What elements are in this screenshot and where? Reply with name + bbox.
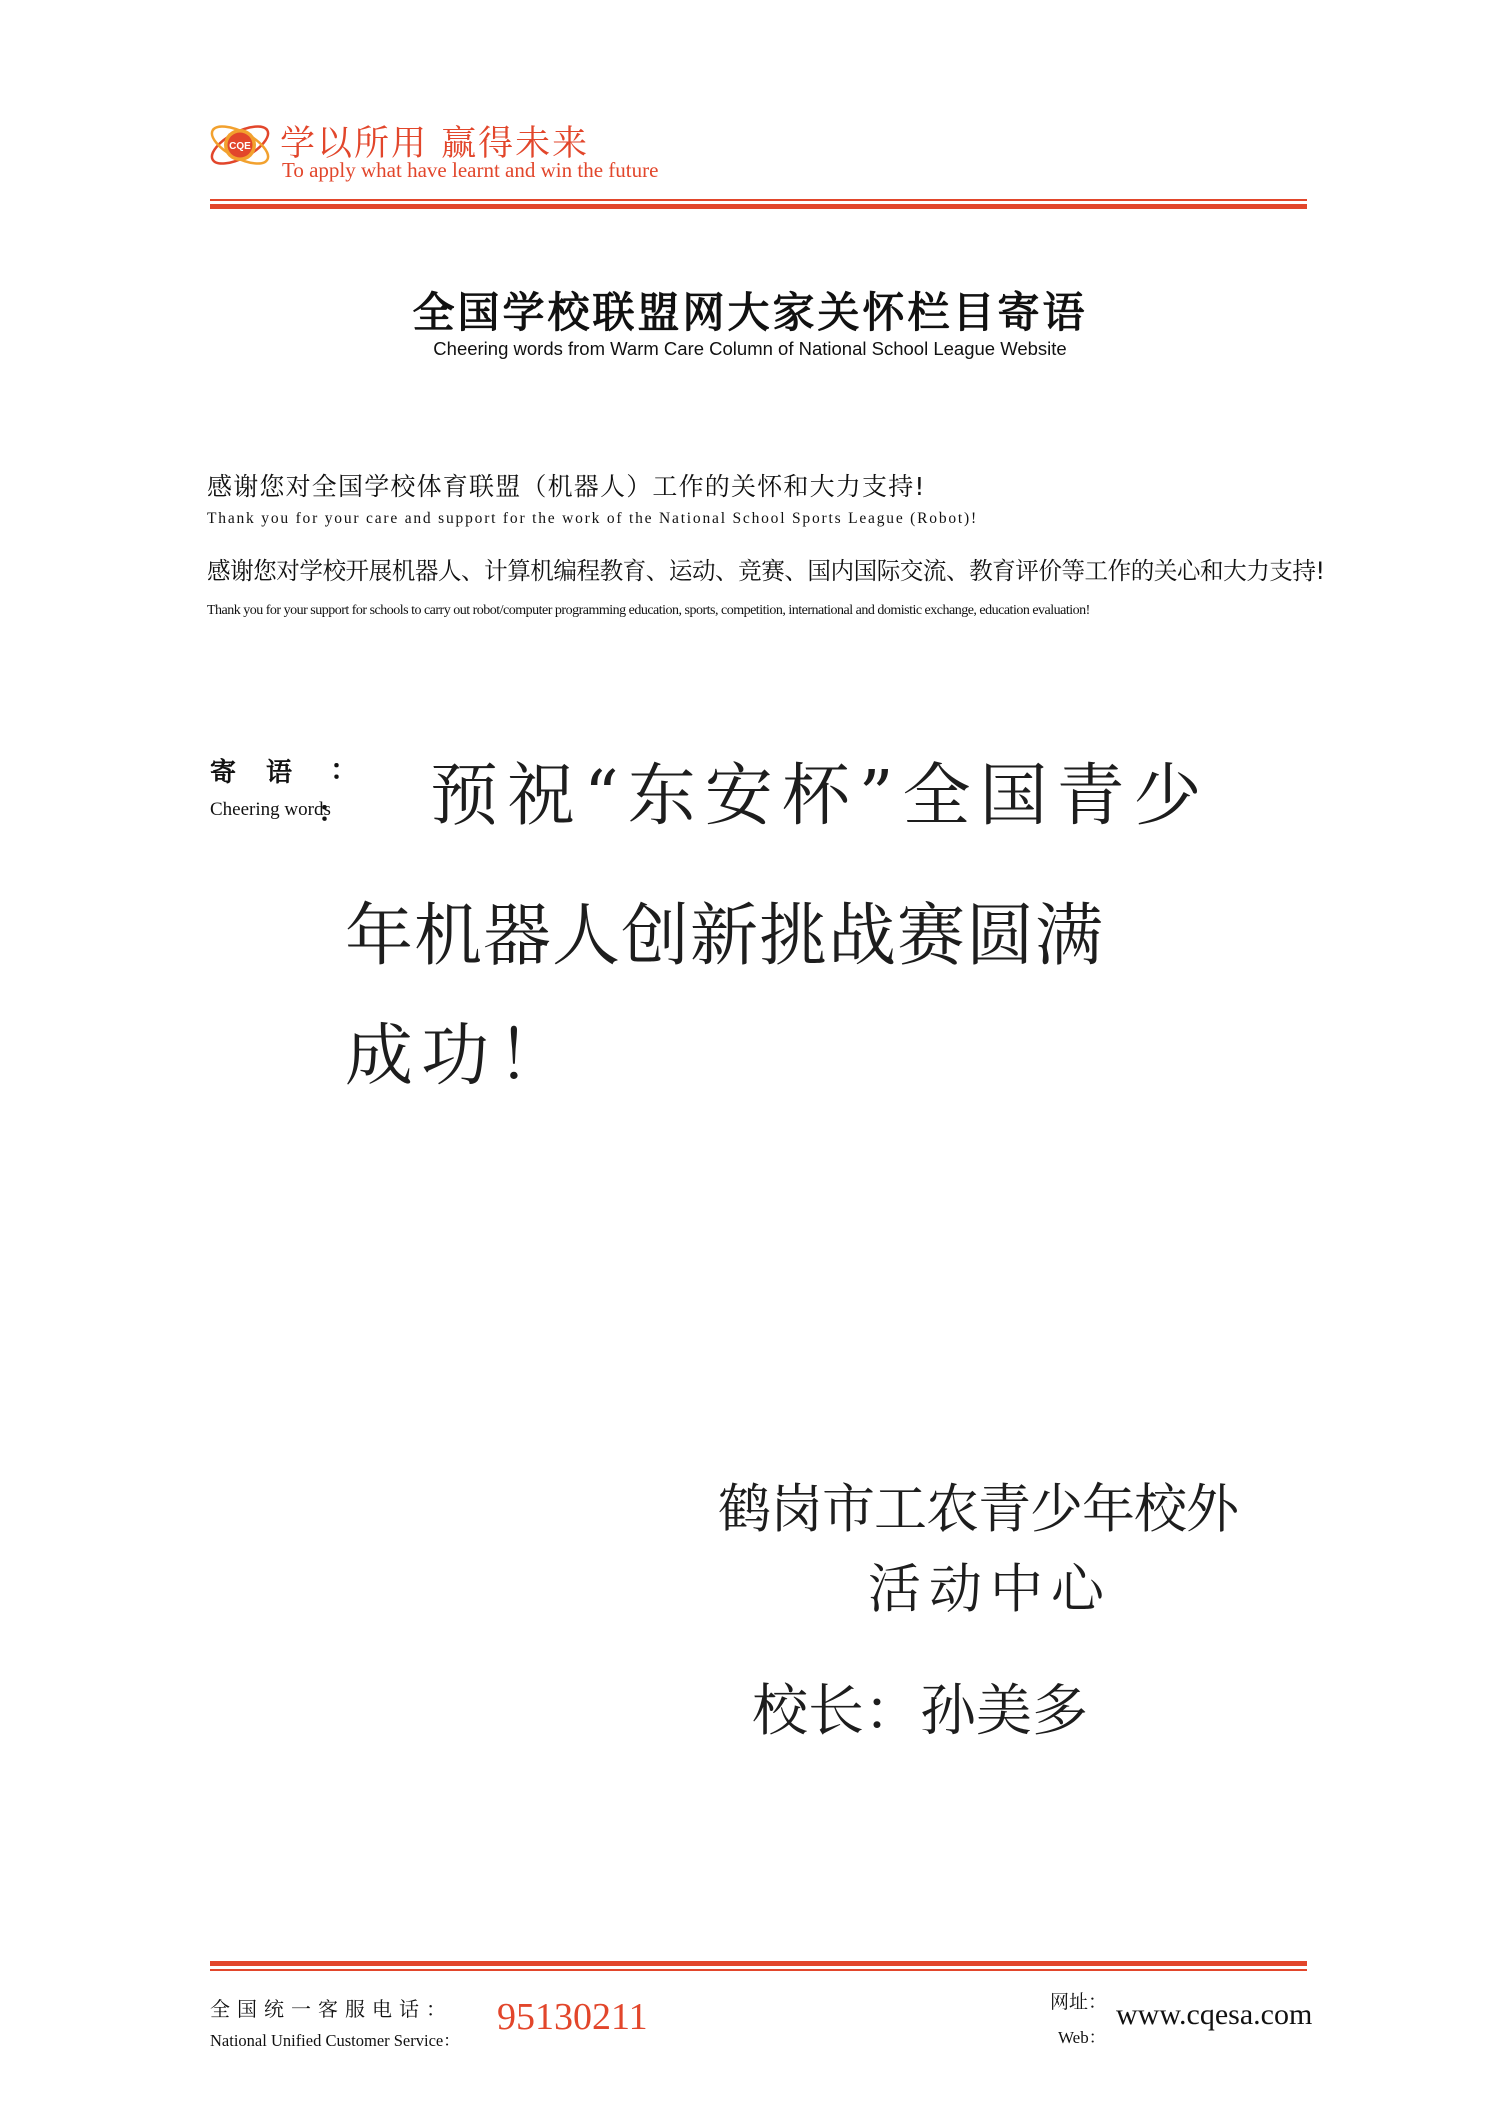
footer-phone-number: 95130211 bbox=[497, 1996, 648, 2038]
signature-line-2: 活动中心 bbox=[868, 1559, 1112, 1620]
footer-divider-thin bbox=[210, 1969, 1307, 1971]
svg-text:CQE: CQE bbox=[229, 141, 251, 152]
cheering-label-cn: 寄语 bbox=[210, 758, 323, 788]
footer-service-label-en: National Unified Customer Service： bbox=[210, 2031, 460, 2050]
footer-website-url: www.cqesa.com bbox=[1116, 1998, 1313, 2031]
page-subtitle: Cheering words from Warm Care Column of National School League Website bbox=[433, 338, 1067, 359]
footer-web-label-cn: 网址： bbox=[1050, 1991, 1108, 2013]
logo bbox=[205, 115, 275, 175]
signature-line-1: 鹤岗市工农青少年校外 bbox=[718, 1479, 1238, 1540]
handwritten-line-2: 年机器人创新挑战赛圆满 bbox=[345, 897, 1105, 976]
logo-mark-icon bbox=[205, 115, 275, 175]
handwritten-line-1: 预祝“东安杯”全国青少 bbox=[430, 757, 1211, 836]
handwritten-line-3: 成功！ bbox=[345, 1017, 574, 1096]
header-divider-thin bbox=[210, 199, 1307, 201]
thanks-line-2-cn: 感谢您对学校开展机器人、计算机编程教育、运动、竞赛、国内国际交流、教育评价等工作的关心和大力支持! bbox=[207, 557, 1325, 585]
thanks-line-2-en: Thank you for your support for schools to carry out robot/computer programming education, sports, competition, international and domistic exchange, education evaluation! bbox=[207, 603, 1090, 618]
slogan-chinese: 学以所用 赢得未来 bbox=[280, 124, 590, 164]
footer-service-label-cn: 全国统一客服电话： bbox=[210, 1997, 453, 2021]
cheering-colon-bottom: ： bbox=[318, 795, 347, 828]
header-divider-thick bbox=[210, 204, 1307, 209]
signature-line-3: 校长：孙美多 bbox=[752, 1679, 1088, 1744]
thanks-line-1-en: Thank you for your care and support for the work of the National School Sports League (Robot)! bbox=[207, 510, 978, 527]
cheering-colon-top: ： bbox=[330, 753, 359, 786]
footer-divider-thick bbox=[210, 1961, 1307, 1966]
slogan-english: To apply what have learnt and win the future bbox=[282, 158, 659, 182]
cheering-label-en: Cheering words bbox=[210, 799, 331, 820]
thanks-line-1-cn: 感谢您对全国学校体育联盟（机器人）工作的关怀和大力支持! bbox=[207, 472, 926, 501]
page-title: 全国学校联盟网大家关怀栏目寄语 bbox=[412, 288, 1088, 337]
footer-web-label-en: Web： bbox=[1058, 2028, 1106, 2047]
